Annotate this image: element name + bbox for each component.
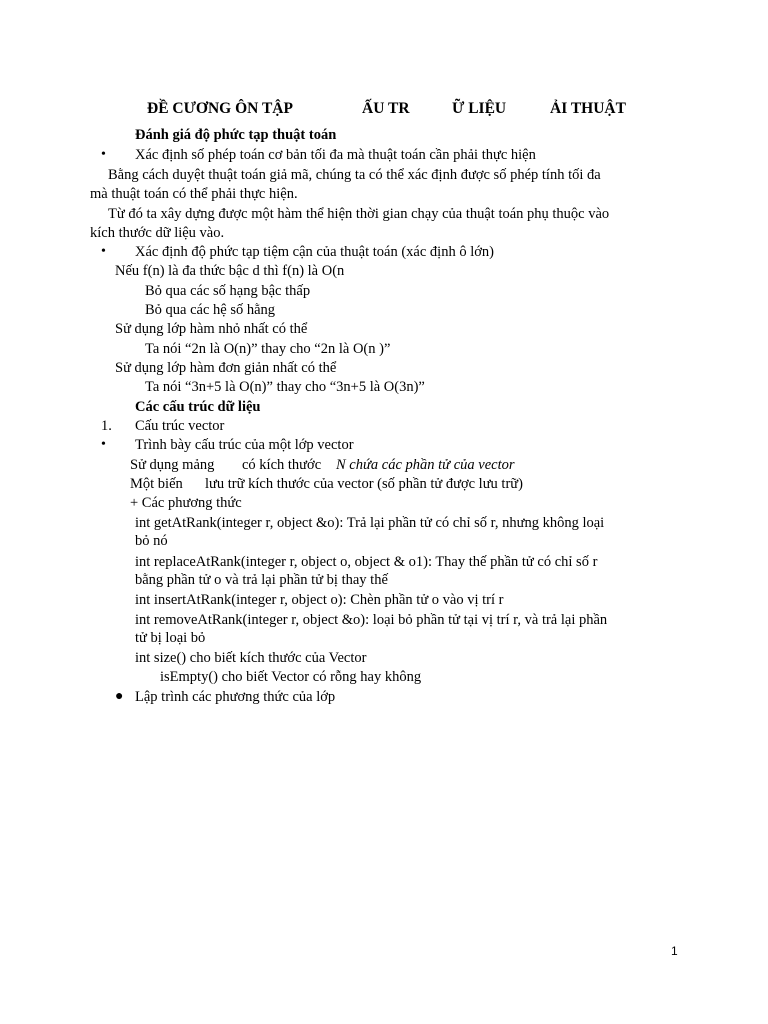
page-number: 1 — [671, 944, 678, 958]
method-line: int removeAtRank(integer r, object &o): loại bỏ phần tử tại vị trí r, và trả lại phần — [135, 612, 608, 628]
method-line: isEmpty() cho biết Vector có rỗng hay không — [160, 669, 422, 685]
paragraph-line: Từ đó ta xây dựng được một hàm thể hiện thời gian chạy của thuật toán phụ thuộc vào — [108, 206, 610, 222]
section-heading-data-structures: Các cấu trúc dữ liệu — [135, 399, 261, 415]
method-line: int size() cho biết kích thước của Vector — [135, 650, 367, 666]
text-line: Ta nói “2n là O(n)” thay cho “2n là O(n )” — [145, 341, 391, 357]
text-line: Bỏ qua các hệ số hằng — [145, 302, 276, 318]
title-part-3: Ữ LIỆU — [452, 100, 507, 117]
text-line: có kích thước — [242, 457, 322, 473]
bullet-text: Xác định độ phức tạp tiệm cận của thuật toán (xác định ô lớn) — [135, 244, 494, 260]
text-line: Một biến — [130, 476, 183, 492]
method-line: bằng phần tử o và trả lại phần tử bị thay thế — [135, 572, 388, 588]
text-line: lưu trữ kích thước của vector (số phần tử được lưu trữ) — [205, 476, 523, 492]
bullet-icon: ● — [115, 689, 124, 704]
bullet-text: Trình bày cấu trúc của một lớp vector — [135, 437, 354, 453]
list-number: 1. — [101, 418, 112, 434]
bullet-text: Xác định số phép toán cơ bản tối đa mà thuật toán cần phải thực hiện — [135, 147, 536, 163]
text-line: + Các phương thức — [130, 495, 242, 511]
method-line: int insertAtRank(integer r, object o): Chèn phần tử o vào vị trí r — [135, 592, 504, 608]
paragraph-line: Bằng cách duyệt thuật toán giả mã, chúng ta có thể xác định được số phép tính tối đa — [108, 167, 601, 183]
text-line: Bỏ qua các số hạng bậc thấp — [145, 283, 311, 299]
text-line: Sử dụng lớp hàm nhỏ nhất có thể — [115, 321, 308, 337]
text-line-italic: N chứa các phần tử của vector — [336, 457, 515, 473]
title-part-1: ĐỀ CƯƠNG ÔN TẬP — [147, 100, 293, 117]
paragraph-line: mà thuật toán có thể phải thực hiện. — [90, 186, 298, 202]
method-line: int replaceAtRank(integer r, object o, object & o1): Thay thế phần tử có chỉ số r — [135, 554, 598, 570]
bullet-icon: • — [101, 244, 106, 259]
method-line: int getAtRank(integer r, object &o): Trả lại phần tử có chỉ số r, nhưng không loại — [135, 515, 605, 531]
title-part-2: ẤU TR — [362, 100, 410, 117]
bullet-icon: • — [101, 437, 106, 452]
method-line: bỏ nó — [135, 533, 168, 549]
method-line: tử bị loại bỏ — [135, 630, 206, 646]
paragraph-line: kích thước dữ liệu vào. — [90, 225, 225, 241]
text-line: Ta nói “3n+5 là O(n)” thay cho “3n+5 là O(3n)” — [145, 379, 425, 395]
text-line: Sử dụng mảng — [130, 457, 215, 473]
list-item-text: Cấu trúc vector — [135, 418, 225, 434]
bullet-icon: • — [101, 147, 106, 162]
title-part-4: ẢI THUẬT — [550, 100, 626, 117]
text-line: Nếu f(n) là đa thức bậc d thì f(n) là O(n — [115, 263, 345, 279]
bullet-text: Lập trình các phương thức của lớp — [135, 689, 336, 705]
section-heading-complexity: Đánh giá độ phức tạp thuật toán — [135, 127, 337, 143]
text-line: Sử dụng lớp hàm đơn giản nhất có thể — [115, 360, 337, 376]
